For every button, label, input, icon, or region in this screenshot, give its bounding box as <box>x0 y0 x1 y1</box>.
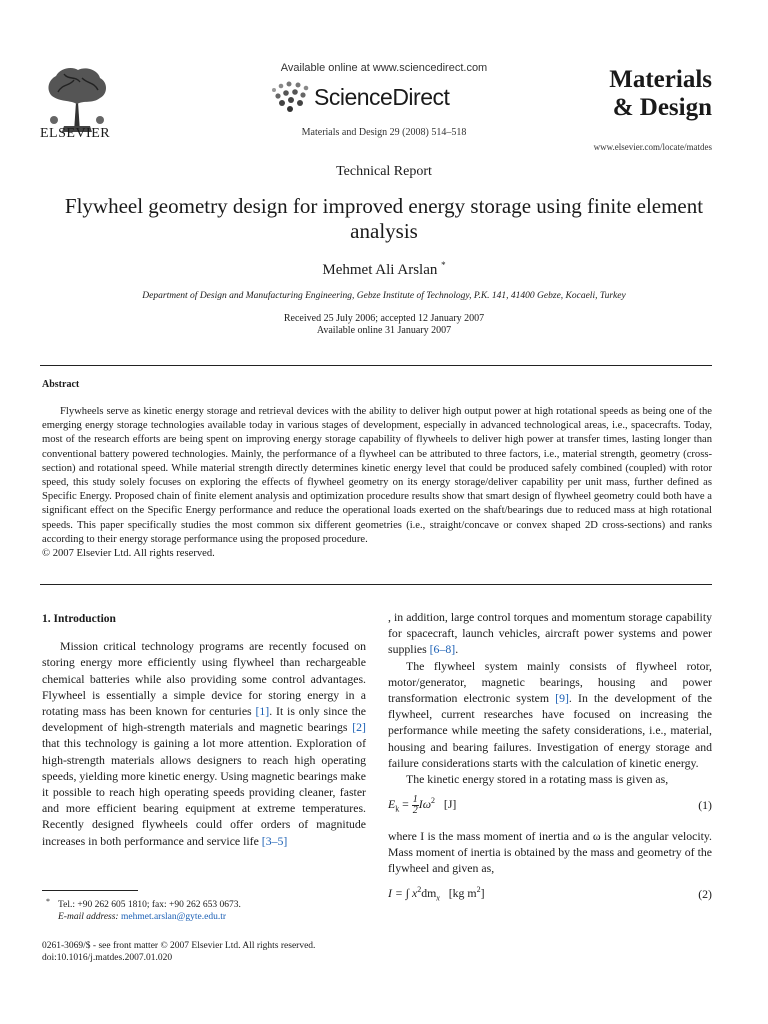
footnote-mark: * <box>46 897 50 906</box>
footnote <box>42 899 372 923</box>
intro-paragraph-1: Mission critical technology programs are recently focused on storing energy more efficiently using flywheel than rechargeable chemical batteries while also providing some control advantages. Flywheel is essentially a simple device for storing energy in a rotating mass has been known for centuries [1]. It is only since the development of high-strength materials and magnetic bearings [2] that this technology is gaining a lot more attention. Exploration of high-strength materials allows designers to reach high operating speeds, yielding more kinetic energy. Using magnetic bearings make it possible to reach high operating speeds providing cleaner, faster and more efficient bearing equipment at extreme temperatures. Recently designed flywheels could offer orders of magnitude increases in both performance and service life [3–5] <box>42 639 366 848</box>
journal-title-line1: Materials <box>609 66 712 93</box>
abstract-body <box>42 405 712 561</box>
elsevier-tree-icon <box>40 62 114 134</box>
issn-line: 0261-3069/$ - see front matter © 2007 Elsevier Ltd. All rights reserved. <box>42 941 316 951</box>
citation-link[interactable]: [3–5] <box>261 833 288 848</box>
column-left <box>42 611 366 849</box>
abstract-heading: Abstract <box>42 379 80 390</box>
citation-link[interactable]: [2] <box>352 720 366 735</box>
footnote-contact: Tel.: +90 262 605 1810; fax: +90 262 653 0673. <box>58 900 241 910</box>
footnote-divider <box>42 890 138 891</box>
journal-reference: Materials and Design 29 (2008) 514–518 <box>301 127 467 138</box>
citation-link[interactable]: [9] <box>555 691 569 706</box>
divider <box>40 584 712 585</box>
abstract-copyright: © 2007 Elsevier Ltd. All rights reserved. <box>42 548 215 560</box>
article-dates <box>0 313 768 337</box>
available-online-text: Available online at www.sciencedirect.com <box>280 62 488 74</box>
intro-paragraph-1-cont: , in addition, large control torques and momentum storage capability for spacecraft, launch vehicles, aircraft power systems and power supplies [6–8]. <box>388 610 712 657</box>
email-link[interactable]: mehmet.arslan@gyte.edu.tr <box>120 912 227 922</box>
author-mark: * <box>441 260 446 270</box>
sciencedirect-logo <box>268 80 468 114</box>
divider <box>40 365 712 366</box>
journal-title-line2: & Design <box>612 94 712 121</box>
author <box>0 260 768 279</box>
front-matter <box>42 940 315 964</box>
article-type: Technical Report <box>336 164 432 179</box>
equation-1: $E_k$ = $\frac{1}{2}I\omega^2$ [J] (1) <box>388 793 712 816</box>
journal-url: www.elsevier.com/locate/matdes <box>593 142 712 152</box>
affiliation: Department of Design and Manufacturing Engineering, Gebze Institute of Technology, P.K. 141, 41400 Gebze, Kocaeli, Turkey <box>142 291 626 301</box>
abstract-text: Flywheels serve as kinetic energy storage and retrieval devices with the ability to deliver high output power at high rotational speeds as being one of the emerging energy storage technologies available today in various stages of development, especially in advanced technological areas, i.e., spacecrafts. Today, most of the research efforts are being spent on improving energy storage capability of flywheels to deliver high power at transfer times, lasting longer than conventional battery powered technologies. Mainly, the performance of a flywheel can be attributed to three factors, i.e., material strength, geometry (cross-section) and rotational speed. While material strength directly determines kinetic energy level that could be produced safely combined (coupled) with rotor speed, this study solely focuses on exploring the effects of flywheel geometry on its energy storage/deliver capability per unit mass, further defined as Specific Energy. Proposed chain of finite element analysis and optimization procedure results show that smart design of flywheel geometry could both have a significant effect on the Specific Energy performance and reduce the operational loads exerted on the shaft/bearings due to reduced mass at high rotational speeds. This paper specifically studies the most common six different geometries (i.e., straight/concave or convex shaped 2D cross-sections) and ranks according to their energy storage performance using the proposed procedure. <box>42 406 712 545</box>
journal-title <box>562 66 712 122</box>
doi-line: doi:10.1016/j.matdes.2007.01.020 <box>42 953 173 963</box>
available-date: Available online 31 January 2007 <box>316 325 452 336</box>
equation-2: I = ∫ $x^2dm_x$ [kg $m^2$] (2) <box>388 885 712 903</box>
intro-paragraph-3: The kinetic energy stored in a rotating mass is given as, <box>406 772 669 787</box>
author-name: Mehmet Ali Arslan <box>322 262 438 278</box>
received-date: Received 25 July 2006; accepted 12 January 2007 <box>283 313 485 324</box>
sciencedirect-dots-icon <box>268 80 312 114</box>
citation-link[interactable]: [1] <box>255 704 270 719</box>
intro-paragraph-4: where I is the mass moment of inertia and ω is the angular velocity. Mass moment of inertia is obtained by the mass and geometry of the flywheel and given as, <box>388 828 712 876</box>
equation-label: (1) <box>698 798 712 813</box>
equation-label: (2) <box>698 887 712 902</box>
publisher-wordmark: ELSEVIER <box>40 126 111 141</box>
column-right <box>388 609 712 917</box>
section-heading: 1. Introduction <box>42 613 116 625</box>
citation-link[interactable]: [6–8] <box>429 642 456 657</box>
footnote-email-line: E-mail address: mehmet.arslan@gyte.edu.tr <box>58 912 227 922</box>
intro-paragraph-2: The flywheel system mainly consists of flywheel rotor, motor/generator, magnetic bearings, housing and power transformation electronic system [9]. In the development of the flywheel, current researches have focused on increasing the performance while meeting the safety considerations, i.e., material, housing and bearing failures. Investigation of energy storage and failure considerations starts with the calculation of kinetic energy. <box>388 658 712 770</box>
paper-title: Flywheel geometry design for improved energy storage using finite element analysis <box>64 194 704 243</box>
sciencedirect-wordmark: ScienceDirect <box>314 84 450 110</box>
